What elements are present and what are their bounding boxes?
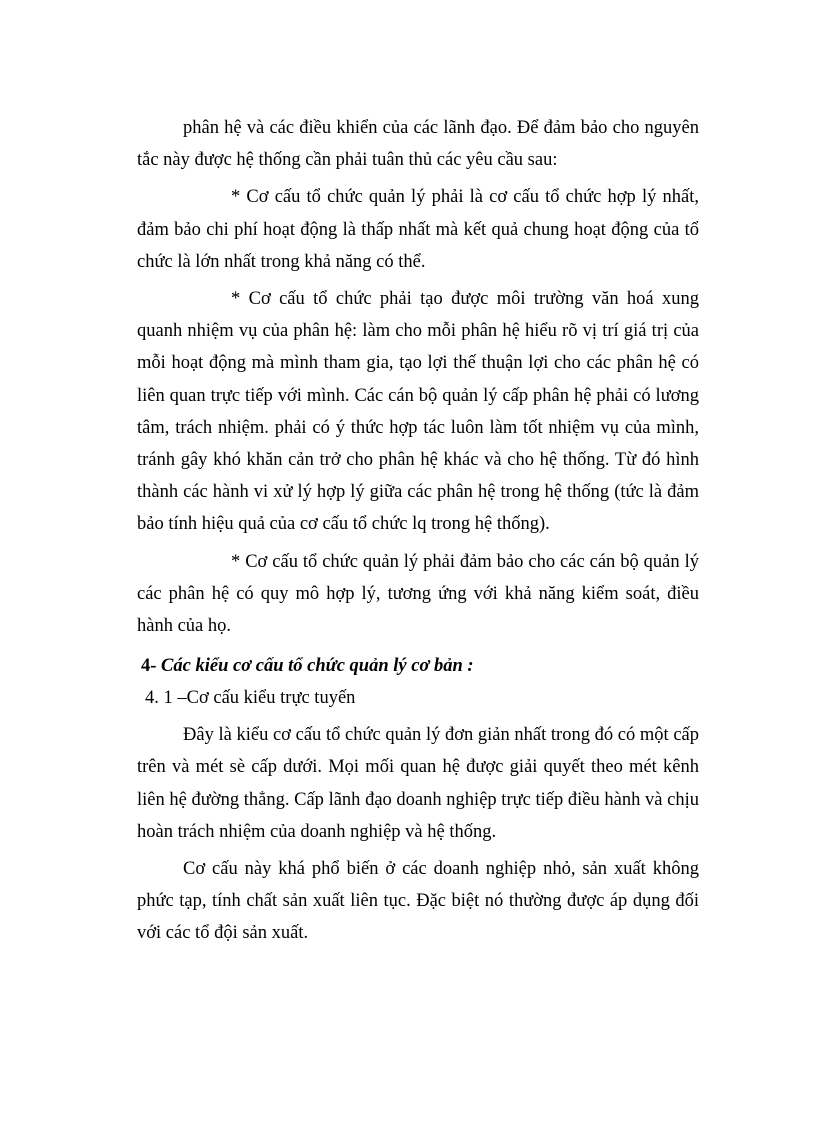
section-heading bbox=[137, 650, 699, 682]
requirement-2-paragraph: * Cơ cấu tổ chức phải tạo được môi trường văn hoá xung quanh nhiệm vụ của phân hệ: làm cho mỗi phân hệ hiểu rõ vị trí giá trị của mỗi hoạt động mà mình tham gia, tạo lợi thế thuận lợi cho các phân hệ có liên quan trực tiếp với mình. Các cán bộ quản lý cấp phân hệ phải có lương tâm, trách nhiệm. phải có ý thức hợp tác luôn làm tốt nhiệm vụ của mình, tránh gây khó khăn cản trở cho phân hệ khác và cho hệ thống. Từ đó hình thành các hành vi xử lý hợp lý giữa các phân hệ trong hệ thống (tức là đảm bảo tính hiệu quả của cơ cấu tổ chức lq trong hệ thống). bbox=[137, 289, 699, 535]
document-body bbox=[137, 112, 699, 950]
line-structure-usage-paragraph: Cơ cấu này khá phổ biến ở các doanh nghiệp nhỏ, sản xuất không phức tạp, tính chất sản xuất liên tục. Đặc biệt nó thường được áp dụng đối với các tổ đội sản xuất. bbox=[137, 859, 699, 944]
requirement-3-paragraph: * Cơ cấu tổ chức quản lý phải đảm bảo cho các cán bộ quản lý các phân hệ có quy mô hợp lý, tương ứng với khả năng kiểm soát, điều hành của họ. bbox=[137, 551, 699, 637]
subsection-heading: 4. 1 –Cơ cấu kiểu trực tuyến bbox=[145, 688, 356, 709]
section-heading-number: 4- bbox=[141, 656, 157, 677]
paragraph-continuation bbox=[137, 112, 699, 176]
requirement-1-paragraph: * Cơ cấu tổ chức quản lý phải là cơ cấu tổ chức hợp lý nhất, đảm bảo chi phí hoạt động là thấp nhất mà kết quả chung hoạt động của tổ chức là lớn nhất trong khả năng có thể. bbox=[137, 187, 699, 272]
section-heading-title: Các kiểu cơ cấu tổ chức quản lý cơ bản : bbox=[161, 656, 474, 677]
line-structure-description-paragraph: Đây là kiểu cơ cấu tổ chức quản lý đơn giản nhất trong đó có một cấp trên và mét sè cấp dưới. Mọi mối quan hệ được giải quyết theo mét kênh liên hệ đường thẳng. Cấp lãnh đạo doanh nghiệp trực tiếp điều hành và chịu hoàn trách nhiệm của doanh nghiệp và hệ thống. bbox=[137, 725, 699, 842]
paragraph-1-text: phân hệ và các điều khiển của các lãnh đạo. Để đảm bảo cho nguyên tắc này được hệ thống cần phải tuân thủ các yêu cầu sau: bbox=[137, 118, 699, 171]
